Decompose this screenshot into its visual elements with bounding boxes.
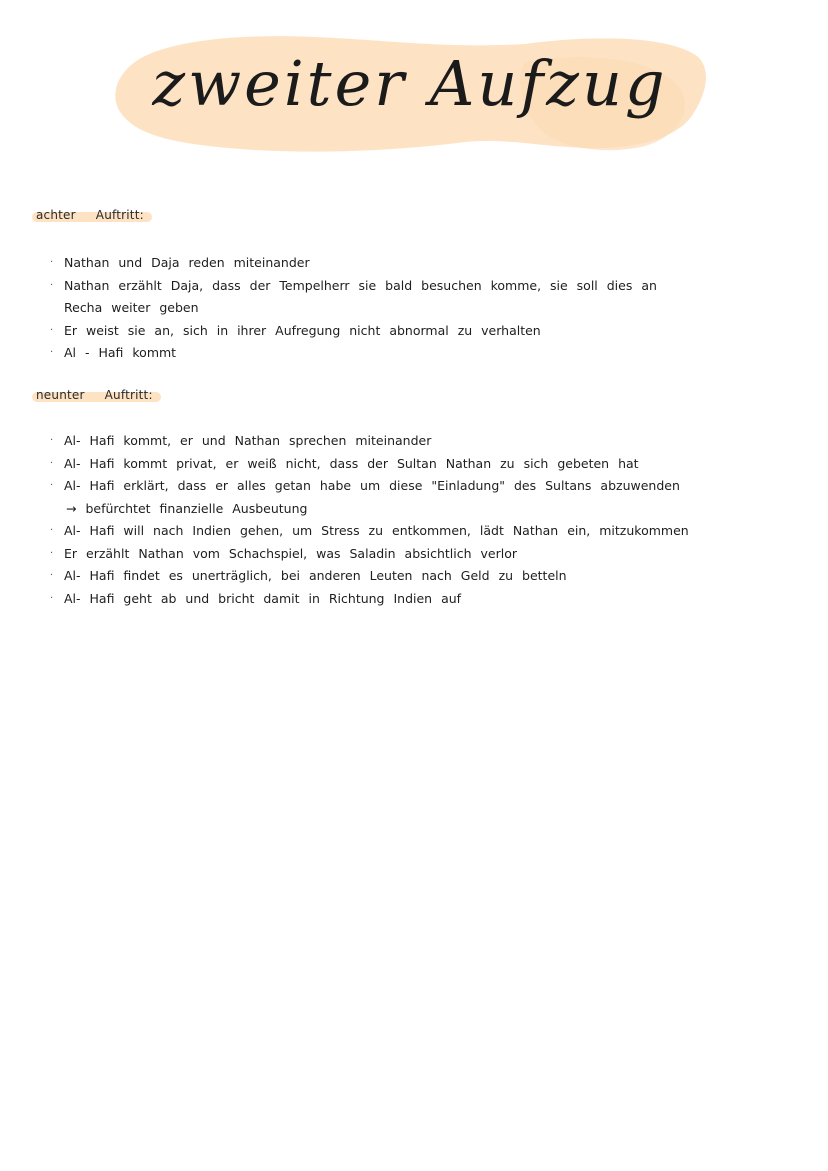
bullet-icon: ·	[50, 457, 54, 469]
bullet-icon: ·	[50, 480, 54, 491]
bullet-icon: ·	[50, 592, 54, 604]
section-heading-neunter: neunter Auftritt:	[36, 388, 153, 402]
bullet-icon: ·	[50, 547, 54, 559]
list-item: · Nathan und Daja reden miteinander	[50, 252, 800, 275]
list-item-subpoint: → befürchtet finanzielle Ausbeutung	[66, 500, 308, 516]
bullet-icon: ·	[50, 279, 54, 291]
list-item: · Al- Hafi geht ab und bricht damit in Richtung Indien auf	[50, 588, 800, 611]
list-item: · Al - Hafi kommt	[50, 342, 800, 365]
list-item: · Al- Hafi kommt privat, er weiß nicht, dass der Sultan Nathan zu sich gebeten hat	[50, 453, 800, 476]
list-item: · Er erzählt Nathan vom Schachspiel, was Saladin absichtlich verlor	[50, 543, 800, 566]
list-item: · Al- Hafi will nach Indien gehen, um Stress zu entkommen, lädt Nathan ein, mitzukommen	[50, 520, 800, 543]
list-item: · Er weist sie an, sich in ihrer Aufregung nicht abnormal zu verhalten	[50, 320, 800, 343]
bullet-icon: ·	[50, 570, 54, 581]
section-heading-achter: achter Auftritt:	[36, 208, 144, 222]
section-list-achter	[50, 252, 800, 365]
page-title: zweiter Aufzug	[152, 47, 668, 120]
bullet-icon: ·	[50, 525, 54, 536]
list-item: · Al- Hafi findet es unerträglich, bei anderen Leuten nach Geld zu betteln	[50, 565, 800, 588]
bullet-icon: ·	[50, 257, 54, 268]
section-list-neunter	[50, 430, 800, 610]
bullet-icon: ·	[50, 324, 54, 336]
list-item-continuation: Recha weiter geben	[64, 300, 199, 315]
bullet-icon: ·	[50, 435, 54, 446]
title-block	[105, 22, 715, 162]
list-item: · Al- Hafi kommt, er und Nathan sprechen miteinander	[50, 430, 800, 453]
list-item: · Nathan erzählt Daja, dass der Tempelherr sie bald besuchen komme, sie soll dies an	[50, 275, 800, 298]
bullet-icon: ·	[50, 347, 54, 358]
list-item: · Al- Hafi erklärt, dass er alles getan habe um diese "Einladung" des Sultans abzuwenden	[50, 475, 800, 498]
